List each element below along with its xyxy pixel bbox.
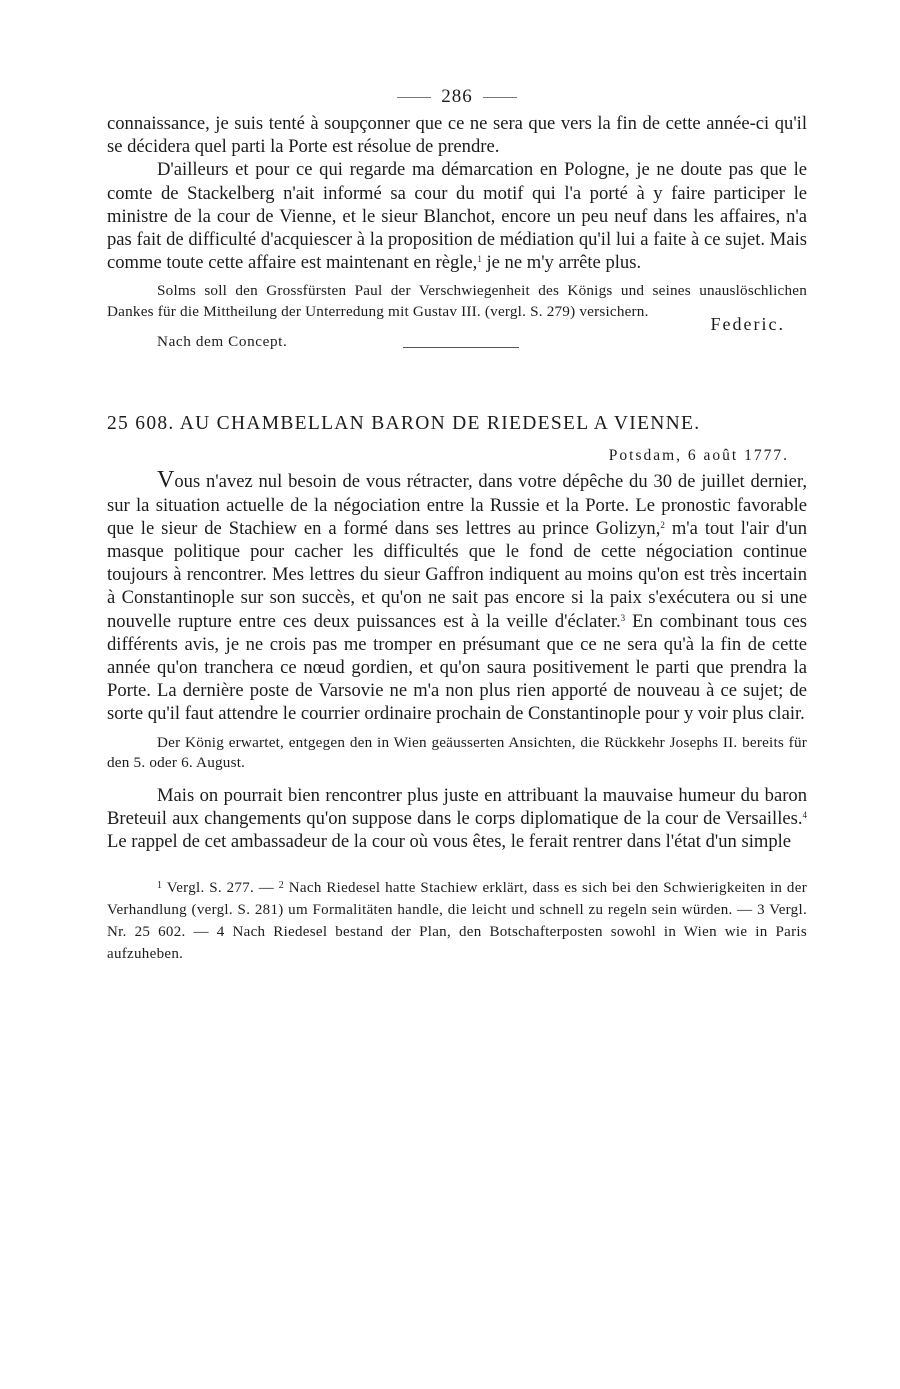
- footnotes: [107, 877, 807, 965]
- document-page: [107, 82, 807, 965]
- section-separator: [403, 347, 519, 348]
- letter-paragraph-2: [107, 784, 807, 854]
- footnote-text: Vergl. S. 277. —: [162, 880, 279, 897]
- paragraph-text: D'ailleurs et pour ce qui regarde ma démarcation en Pologne, je ne doute pas que le comte de Stackelberg n'ait informé sa cour du motif qui l'a porté à y faire participer le ministre de la cour de Vienne, et le sieur Blanchot, encore un peu neuf dans les affaires, n'a pas fait de difficulté d'acquiescer à la proposition de médiation qu'il lui a faite à ce sujet. Mais comme toute cette affaire est maintenant en règle,: [107, 159, 807, 274]
- footnote-text: 4 Nach Riedesel bestand der Plan, den Botschafterposten sowohl in Wien wie in Paris aufzuheben.: [107, 924, 807, 963]
- paragraph-text: je ne m'y arrête plus.: [481, 252, 642, 274]
- footnote-text: 3 Vergl. Nr. 25 602. —: [107, 902, 807, 941]
- footnote-ref: 4: [802, 809, 807, 820]
- letter-title: 25 608. AU CHAMBELLAN BARON DE RIEDESEL A VIENNE.: [107, 413, 701, 435]
- source-row: [107, 333, 807, 355]
- paragraph-text: m'a tout l'air d'un masque politique pour cacher les difficultés que le fond de cette négociation continue toujours à rencontrer. Mes lettres du sieur Gaffron indiquent au moins qu'on est très incertain à Constantinople sur son succès, et qu'on ne sait pas encore si la paix s'exécutera ou si une nouvelle rupture entre ces deux puissances est à la veille d'éclater.: [107, 517, 808, 632]
- header-rule-right: [483, 97, 517, 98]
- page-number: 286: [441, 86, 473, 107]
- paragraph-text: ous n'avez nul besoin de vous rétracter, dans votre dépêche du 30 de juillet dernier, sur la situation actuelle de la négociation entre la Russie et la Porte. Le pronostic favorable que le sieur de Stachiew en a formé dans ses lettres au prince Golizyn,: [107, 471, 807, 539]
- paragraph-text: En combinant tous ces différents avis, je ne crois pas me tromper en présumant que ce ne sera qu'à la fin de cette année qu'on tranchera ce nœud gordien, et qu'on saura positivement le parti que prendra la Porte. La dernière poste de Varsovie ne m'a non plus rien apporté de nouveau à ce sujet; de sorte qu'il faut attendre le courrier ordinaire prochain de Constantinople pour y voir plus clair.: [107, 610, 807, 725]
- footnote-ref: 3: [620, 612, 626, 623]
- footnote-ref: 2: [660, 519, 665, 530]
- paragraph-text: Le rappel de cet ambassadeur de la cour où vous êtes, le ferait rentrer dans l'état d'un simple: [107, 831, 792, 853]
- footnote-text: Nach Riedesel hatte Stachiew erklärt, dass es sich bei den Schwierigkeiten in der Verhandlung (vergl. S. 281) um Formalitäten handle, die leicht und schnell zu regeln sein würden. —: [107, 880, 807, 919]
- footnote-block: [107, 877, 807, 965]
- paragraph-demarcation: [107, 158, 807, 274]
- letter-editor-summary: Der König erwartet, entgegen den in Wien geäusserten Ansichten, die Rückkehr Josephs II. bereits für den 5. oder 6. August.: [107, 733, 807, 772]
- paragraph-text: Mais on pourrait bien rencontrer plus juste en attribuant la mauvaise humeur du baron Breteuil aux changements qu'on suppose dans le corps diplomatique de la cour de Versailles.: [107, 784, 807, 829]
- letter-dateline: Potsdam, 6 août 1777.: [608, 447, 789, 465]
- footnote-ref: 1: [477, 254, 482, 265]
- page-header: [107, 82, 807, 112]
- footnote-marker: 2: [278, 880, 285, 892]
- continued-paragraph: connaissance, je suis tenté à soupçonner que ce ne sera que vers la fin de cette année-ci qu'il se décidera quel parti la Porte est résolue de prendre.: [107, 113, 807, 158]
- footnote-marker: 1: [157, 880, 163, 892]
- header-rule-left: [397, 97, 431, 98]
- letter-paragraph-1: [107, 469, 807, 725]
- signature: Federic.: [710, 314, 785, 335]
- source-note: Nach dem Concept.: [157, 333, 288, 351]
- drop-capital: V: [157, 467, 175, 494]
- editor-summary: Solms soll den Grossfürsten Paul der Verschwiegenheit des Königs und seines unauslöschlichen Dankes für die Mittheilung der Unterredung mit Gustav III. (vergl. S. 279) versichern.: [107, 282, 807, 320]
